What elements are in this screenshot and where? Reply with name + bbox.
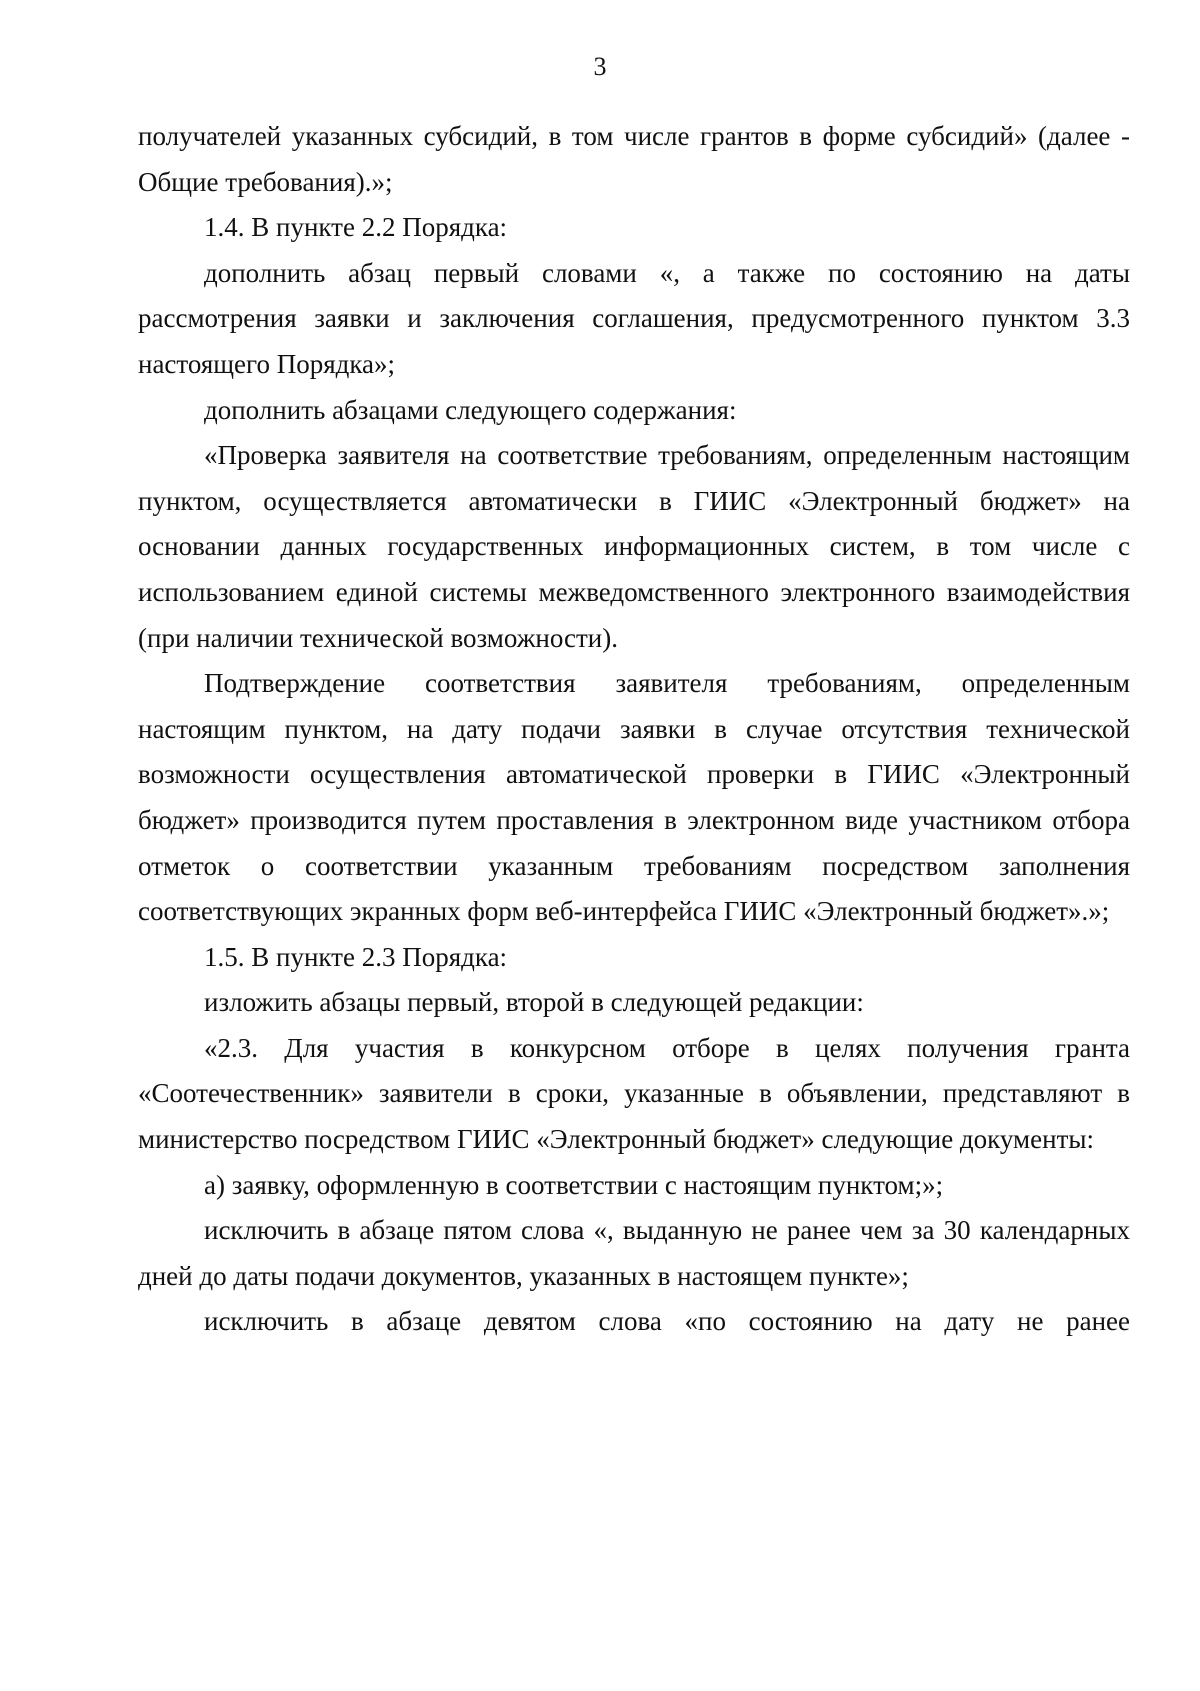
paragraph-new-edition: изложить абзацы первый, второй в следующей редакции: [204,987,864,1018]
paragraph-exclude-fifth: исключить в абзаце пятом слова «, выданную не ранее чем за 30 календарных дней до даты подачи документов, указанных в настоящем пункте»; [138,1215,1130,1291]
paragraph-subitem-a: а) заявку, оформленную в соответствии с настоящим пунктом;»; [204,1169,944,1200]
page-number: 3 [593,52,607,81]
paragraph-exclude-ninth: исключить в абзаце девятом слова «по состоянию на дату не ранее [204,1306,1130,1337]
paragraph-automatic-check: «Проверка заявителя на соответствие требованиям, определенным настоящим пунктом, осуществляется автоматически в ГИИС «Электронный бюджет» на основании данных государственных информационных систем, в том числе с использованием единой системы межведомственного электронного взаимодействия (при наличии технической возможности). [138,440,1130,653]
paragraph-amend-first-abzac: дополнить абзац первый словами «, а также по состоянию на даты рассмотрения заявки и заключения соглашения, предусмотренного пунктом 3.3 настоящего Порядка»; [138,257,1130,379]
paragraph-add-abzacs: дополнить абзацами следующего содержания: [204,394,737,425]
paragraph-item-1-4: 1.4. В пункте 2.2 Порядка: [204,212,508,243]
paragraph-item-2-3: «2.3. Для участия в конкурсном отборе в целях получения гранта «Соотечественник» заявители в сроки, указанные в объявлении, представляют в министерство посредством ГИИС «Электронный бюджет» следующие документы: [138,1032,1130,1155]
document-body [138,114,1130,1345]
paragraph-continuation: получателей указанных субсидий, в том числе грантов в форме субсидий» (далее - Общие требования).»; [138,121,1130,197]
paragraph-item-1-5: 1.5. В пункте 2.3 Порядка: [204,941,508,972]
paragraph-confirmation: Подтверждение соответствия заявителя требованиям, определенным настоящим пунктом, на дату подачи заявки в случае отсутствия технической возможности осуществления автоматической проверки в ГИИС «Электронный бюджет» производится путем проставления в электронном виде участником отбора отметок о соответствии указанным требованиям посредством заполнения соответствующих экранных форм веб-интерфейса ГИИС «Электронный бюджет».»; [138,668,1130,927]
